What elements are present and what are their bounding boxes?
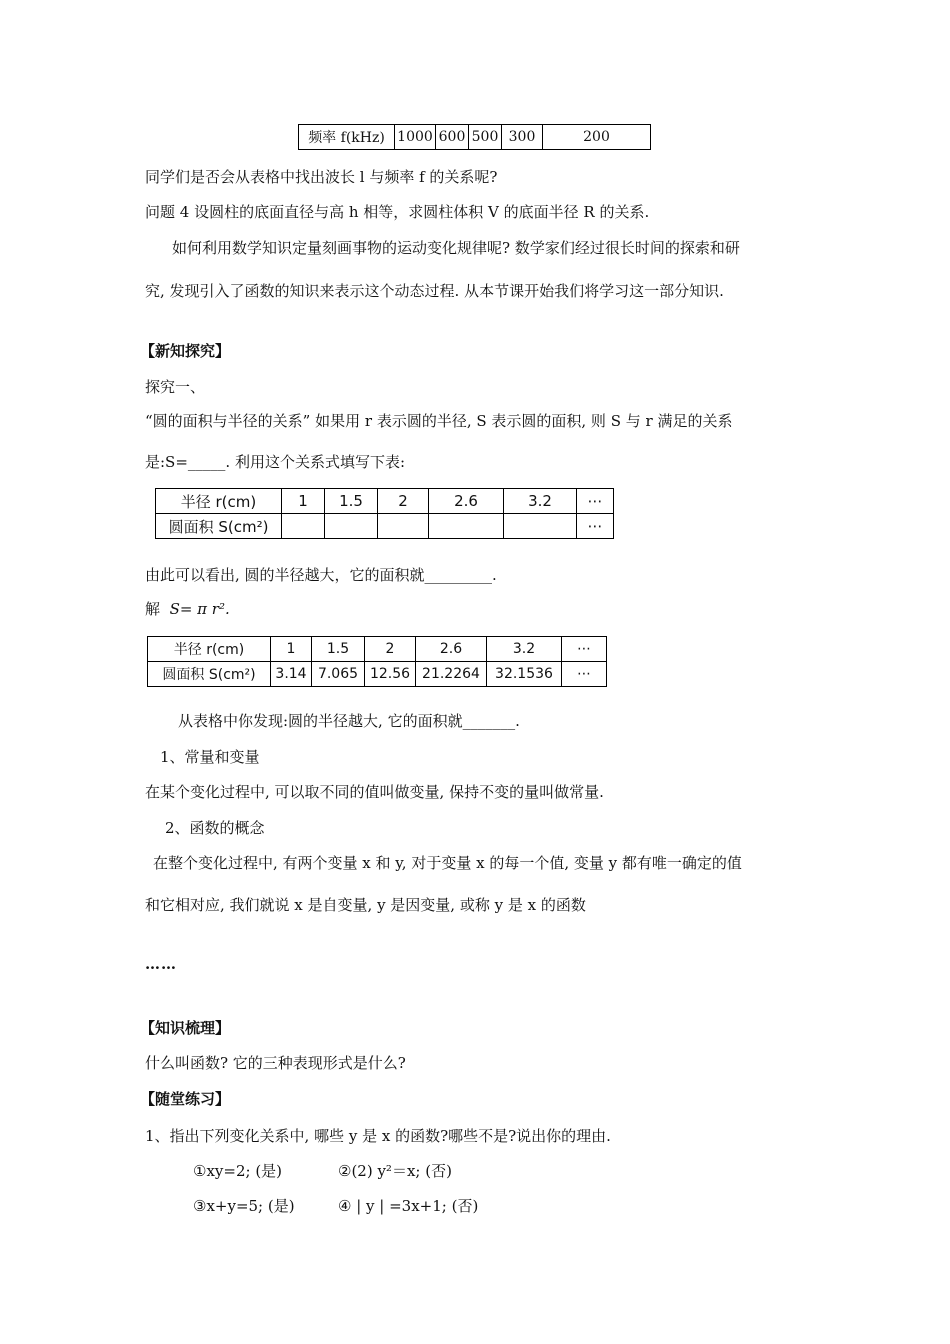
circle-question-suffix: . 利用这个关系式填写下表: <box>225 453 405 471</box>
circle-question-prefix: 是:S= <box>145 453 188 471</box>
table-cell: 3.14 <box>271 662 312 687</box>
circle-question-line-2 <box>145 452 405 472</box>
table-cell: 1 <box>282 489 325 514</box>
table-cell: 1000 <box>395 125 436 150</box>
section2-body-line-1: 在整个变化过程中, 有两个变量 x 和 y, 对于变量 x 的每一个值, 变量 y 都有唯一确定的值 <box>153 854 742 872</box>
observation-line-2: 从表格中你发现:圆的半径越大, 它的面积就_______. <box>178 712 520 730</box>
table-cell: 500 <box>469 125 502 150</box>
table-cell-empty <box>282 514 325 539</box>
table-cell: 3.2 <box>487 637 562 662</box>
section-heading-review: 【知识梳理】 <box>140 1019 231 1037</box>
answer-blank: _____ <box>187 453 226 471</box>
section1-body: 在某个变化过程中, 可以取不同的值叫做变量, 保持不变的量叫做常量. <box>145 783 604 801</box>
table-row <box>156 489 614 514</box>
practice-question: 1、指出下列变化关系中, 哪些 y 是 x 的函数?哪些不是?说出你的理由. <box>145 1127 611 1145</box>
table-cell: 300 <box>502 125 543 150</box>
table-cell-label: 半径 r(cm) <box>148 637 271 662</box>
table-cell: 600 <box>436 125 469 150</box>
table-cell-empty <box>378 514 429 539</box>
practice-item-4: ④ | y | =3x+1; (否) <box>338 1197 479 1215</box>
table-cell: 2 <box>378 489 429 514</box>
practice-item-3: ③x+y=5; (是) <box>193 1197 295 1215</box>
frequency-table <box>298 124 651 150</box>
table-row <box>148 637 607 662</box>
table-cell: 200 <box>543 125 651 150</box>
observation-line-1: 由此可以看出, 圆的半径越大，它的面积就_________. <box>145 566 497 584</box>
table-cell: ⋯ <box>562 662 607 687</box>
table-cell: 32.1536 <box>487 662 562 687</box>
practice-item-2: ②(2) y²＝x; (否) <box>338 1162 452 1180</box>
ellipsis-dots: …… <box>145 955 177 973</box>
table-cell: 3.2 <box>504 489 577 514</box>
table-cell-empty <box>325 514 378 539</box>
table-cell-label: 频率 f(kHz) <box>299 125 395 150</box>
radius-area-table-empty <box>155 488 614 539</box>
table-cell: ⋯ <box>577 489 614 514</box>
solution-label: 解 <box>145 600 161 618</box>
table-cell-label: 圆面积 S(cm²) <box>148 662 271 687</box>
table-cell-empty <box>429 514 504 539</box>
practice-item-1: ①xy=2; (是) <box>193 1162 283 1180</box>
table-cell: 21.2264 <box>416 662 487 687</box>
table-cell: 2.6 <box>416 637 487 662</box>
table-cell-label: 圆面积 S(cm²) <box>156 514 282 539</box>
review-question: 什么叫函数? 它的三种表现形式是什么? <box>145 1054 406 1072</box>
table-cell: ⋯ <box>562 637 607 662</box>
table-cell: 1.5 <box>312 637 365 662</box>
section2-body-line-2: 和它相对应, 我们就说 x 是自变量, y 是因变量, 或称 y 是 x 的函数 <box>145 896 586 914</box>
table-cell: 1.5 <box>325 489 378 514</box>
intro-line-2: 究, 发现引入了函数的知识来表示这个动态过程. 从本节课开始我们将学习这一部分知识. <box>145 282 724 300</box>
circle-question-line-1: “圆的面积与半径的关系” 如果用 r 表示圆的半径, S 表示圆的面积, 则 S 与 r 满足的关系 <box>145 412 733 430</box>
table-row <box>299 125 651 150</box>
section1-title: 1、常量和变量 <box>160 748 260 766</box>
intro-line-1: 如何利用数学知识定量刻画事物的运动变化规律呢? 数学家们经过很长时间的探索和研 <box>172 239 740 257</box>
table-cell: 1 <box>271 637 312 662</box>
section2-title: 2、函数的概念 <box>165 819 265 837</box>
section-heading-practice: 【随堂练习】 <box>140 1090 231 1108</box>
table-cell: 2 <box>365 637 416 662</box>
table-row <box>156 514 614 539</box>
table-cell-label: 半径 r(cm) <box>156 489 282 514</box>
explore-label: 探究一、 <box>145 378 206 396</box>
solution-formula: S= π r². <box>169 600 230 618</box>
table-cell-empty <box>504 514 577 539</box>
table-row <box>148 662 607 687</box>
table-cell: 12.56 <box>365 662 416 687</box>
question4-text: 问题 4 设圆柱的底面直径与高 h 相等，求圆柱体积 V 的底面半径 R 的关系. <box>145 203 650 221</box>
question3-text: 同学们是否会从表格中找出波长 l 与频率 f 的关系呢? <box>145 168 498 186</box>
radius-area-table-filled <box>147 636 607 687</box>
solution-line <box>145 599 230 619</box>
table-cell: 2.6 <box>429 489 504 514</box>
table-cell: ⋯ <box>577 514 614 539</box>
table-cell: 7.065 <box>312 662 365 687</box>
section-heading-new: 【新知探究】 <box>140 342 231 360</box>
